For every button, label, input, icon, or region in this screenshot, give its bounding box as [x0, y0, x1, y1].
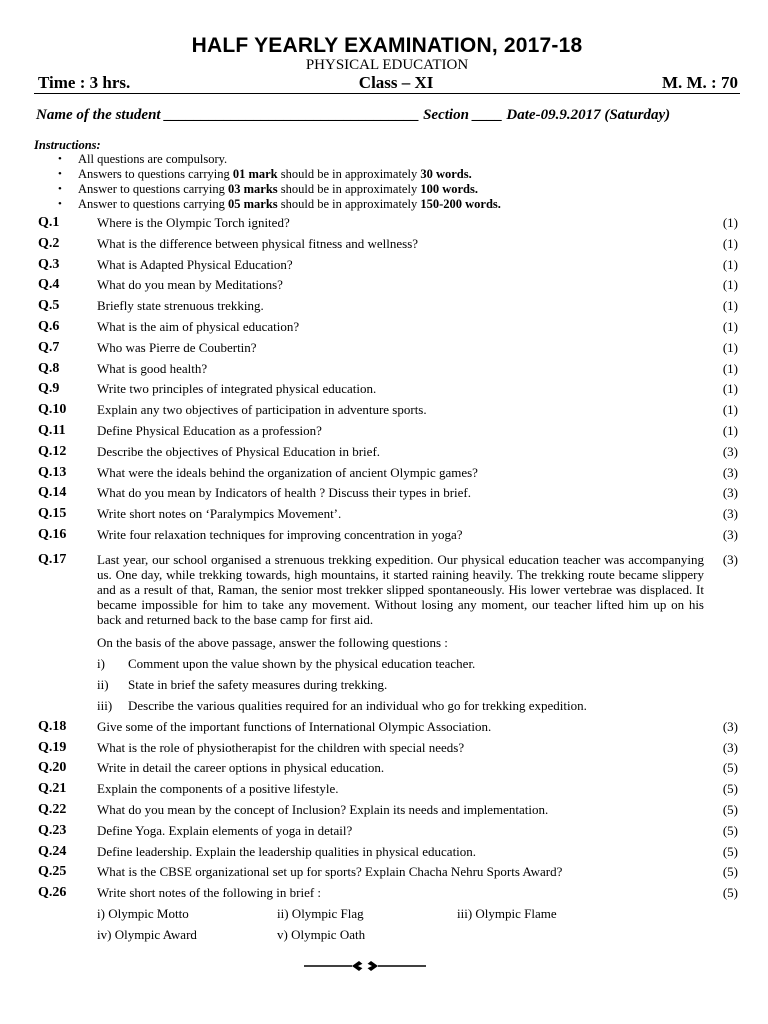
exam-title: HALF YEARLY EXAMINATION, 2017-18 — [191, 34, 583, 57]
question-text: Briefly state strenuous trekking. — [97, 298, 264, 314]
question-marks: (1) — [722, 422, 738, 438]
question-number: Q.6 — [38, 318, 60, 334]
question-text: What is good health? — [97, 360, 208, 376]
question-text: Define Yoga. Explain elements of yoga in detail? — [97, 822, 353, 838]
question-row — [34, 361, 740, 382]
time-duration: Time : 3 hrs. — [38, 73, 131, 92]
question-text: What is the difference between physical fitness and wellness? — [97, 235, 419, 251]
question-text: Write two principles of integrated physical education. — [97, 381, 377, 397]
question-number: Q.26 — [38, 885, 67, 901]
instruction-item: • All questions are compulsory. — [34, 152, 740, 167]
question-marks: (3) — [722, 506, 738, 522]
question-marks: (1) — [722, 215, 738, 230]
subject-name: PHYSICAL EDUCATION — [305, 57, 469, 73]
question-marks: (5) — [722, 822, 738, 838]
question-number: Q.17 — [38, 551, 67, 567]
instruction-item: • Answer to questions carrying 03 marks should be in approximately 100 words. — [34, 182, 740, 197]
question-number: Q.11 — [38, 422, 66, 438]
question-row — [34, 527, 740, 548]
question-text: Define Physical Education as a profession? — [97, 422, 322, 438]
question-row — [34, 215, 740, 236]
question-text: What do you mean by the concept of Inclusion? Explain its needs and implementation. — [97, 801, 549, 817]
question-text: Who was Pierre de Coubertin? — [97, 339, 257, 355]
question-marks: (3) — [722, 443, 738, 459]
question-row — [34, 277, 740, 298]
question-row — [34, 864, 740, 885]
question-text: What is the role of physiotherapist for the children with special needs? — [97, 739, 465, 755]
question-marks: (5) — [722, 781, 738, 797]
question-marks: (1) — [722, 277, 738, 293]
question-row — [34, 844, 740, 865]
question-marks: (1) — [722, 402, 738, 418]
question-text: Define leadership. Explain the leadership qualities in physical education. — [97, 843, 477, 859]
question-row — [34, 760, 740, 781]
question-number: Q.25 — [38, 864, 67, 880]
question-row — [34, 402, 740, 423]
class-label: Class – XI — [358, 73, 434, 92]
question-number: Q.7 — [38, 339, 60, 355]
q26-topic: i) Olympic Motto — [97, 905, 189, 921]
question-number: Q.1 — [38, 215, 60, 230]
question-row — [34, 740, 740, 761]
exam-meta-row — [34, 73, 740, 94]
question-marks: (3) — [722, 526, 738, 542]
passage-subquestion: iii) Describe the various qualities required for an individual who go for trekking expedition. — [97, 697, 587, 713]
question-number: Q.12 — [38, 443, 67, 459]
question-number: Q.4 — [38, 277, 60, 293]
question-text: What is the CBSE organizational set up for sports? Explain Chacha Nehru Sports Award? — [97, 864, 563, 880]
question-row — [34, 340, 740, 361]
question-list — [34, 215, 740, 942]
question-number: Q.10 — [38, 402, 67, 418]
end-ornament-icon — [302, 958, 428, 974]
question-row — [34, 381, 740, 402]
question-number: Q.14 — [38, 485, 67, 501]
question-text: What were the ideals behind the organization of ancient Olympic games? — [97, 464, 478, 480]
question-text: What do you mean by Indicators of health ? Discuss their types in brief. — [97, 485, 472, 501]
question-row — [34, 298, 740, 319]
question-text: Write four relaxation techniques for improving concentration in yoga? — [97, 526, 463, 542]
q26-topic: iv) Olympic Award — [97, 926, 197, 942]
question-text: Describe the objectives of Physical Education in brief. — [97, 443, 381, 459]
question-row — [34, 719, 740, 740]
question-number: Q.15 — [38, 506, 67, 522]
question-number: Q.3 — [38, 256, 60, 272]
question-text: Explain the components of a positive lifestyle. — [97, 781, 339, 797]
question-text: What do you mean by Meditations? — [97, 277, 283, 293]
instruction-item: • Answers to questions carrying 01 mark should be in approximately 30 words. — [34, 167, 740, 182]
passage-subquestion: ii) State in brief the safety measures during trekking. — [97, 676, 388, 692]
question-marks: (5) — [722, 801, 738, 817]
question-number: Q.19 — [38, 739, 67, 755]
question-marks: (1) — [722, 298, 738, 314]
question-marks: (3) — [722, 551, 738, 567]
question-text: Give some of the important functions of International Olympic Association. — [97, 718, 492, 734]
question-row — [34, 823, 740, 844]
question-row — [34, 802, 740, 823]
question-row — [34, 885, 740, 906]
question-number: Q.21 — [38, 781, 67, 797]
student-details-line: Name of the student __________________________________ Section ____ Date-09.9.2017 (Saturday) — [36, 107, 671, 123]
question-row — [34, 319, 740, 340]
question-marks: (1) — [722, 339, 738, 355]
question-marks: (1) — [722, 381, 738, 397]
question-marks: (3) — [722, 485, 738, 501]
question-number: Q.16 — [38, 526, 67, 542]
question-number: Q.23 — [38, 822, 67, 838]
question-number: Q.2 — [38, 235, 60, 251]
passage-questions-intro: On the basis of the above passage, answer the following questions : — [97, 634, 448, 650]
question-marks: (3) — [722, 739, 738, 755]
question-row — [34, 423, 740, 444]
question-text: Where is the Olympic Torch ignited? — [97, 215, 290, 230]
question-number: Q.22 — [38, 801, 67, 817]
instructions-heading: Instructions: — [34, 138, 101, 152]
question-row — [34, 485, 740, 506]
question-marks: (5) — [722, 864, 738, 880]
max-marks: M. M. : 70 — [661, 73, 738, 92]
q26-topic: v) Olympic Oath — [277, 926, 366, 942]
question-marks: (1) — [722, 318, 738, 334]
q26-topic: iii) Olympic Flame — [457, 905, 557, 921]
question-number: Q.18 — [38, 718, 67, 734]
q26-topic: ii) Olympic Flag — [277, 905, 364, 921]
question-text: What is the aim of physical education? — [97, 318, 300, 334]
question-number: Q.9 — [38, 381, 60, 397]
question-text: Write short notes of the following in brief : — [97, 885, 322, 901]
passage-subquestion: i) Comment upon the value shown by the physical education teacher. — [97, 655, 476, 671]
question-marks: (3) — [722, 718, 738, 734]
question-row — [34, 465, 740, 486]
q26-topics — [97, 906, 740, 942]
exam-paper — [34, 34, 740, 942]
question-row — [34, 257, 740, 278]
question-row — [34, 506, 740, 527]
question-number: Q.8 — [38, 360, 60, 376]
instruction-item: • Answer to questions carrying 05 marks should be in approximately 150-200 words. — [34, 197, 740, 212]
question-number: Q.24 — [38, 843, 67, 859]
question-row — [34, 781, 740, 802]
question-row — [34, 236, 740, 257]
question-marks: (1) — [722, 256, 738, 272]
question-text: Last year, our school organised a strenuous trekking expedition. Our physical education teacher was accompanying us. One day, while trekking towards, high mountains, it started raining heavily. The trekking route became slippery and as a result of that, Raman, the senior most trekker slipped spontaneously. His lower vertebrae was displaced. It became impossible for him to take any movement. Without losing any moment, our teacher lifted him up on his back and returned back to the base camp for first aid. — [97, 551, 704, 627]
question-marks: (5) — [722, 760, 738, 776]
question-text: Write short notes on ‘Paralympics Movement’. — [97, 506, 342, 522]
question-text: What is Adapted Physical Education? — [97, 256, 293, 272]
question-number: Q.5 — [38, 298, 60, 314]
question-row — [34, 444, 740, 465]
question-text: Write in detail the career options in physical education. — [97, 760, 385, 776]
question-number: Q.13 — [38, 464, 67, 480]
question-marks: (1) — [722, 235, 738, 251]
question-marks: (1) — [722, 360, 738, 376]
question-marks: (3) — [722, 464, 738, 480]
question-row — [34, 552, 740, 627]
question-marks: (5) — [722, 843, 738, 859]
instructions-list — [34, 152, 740, 212]
question-marks: (5) — [722, 885, 738, 901]
question-number: Q.20 — [38, 760, 67, 776]
question-text: Explain any two objectives of participation in adventure sports. — [97, 402, 427, 418]
